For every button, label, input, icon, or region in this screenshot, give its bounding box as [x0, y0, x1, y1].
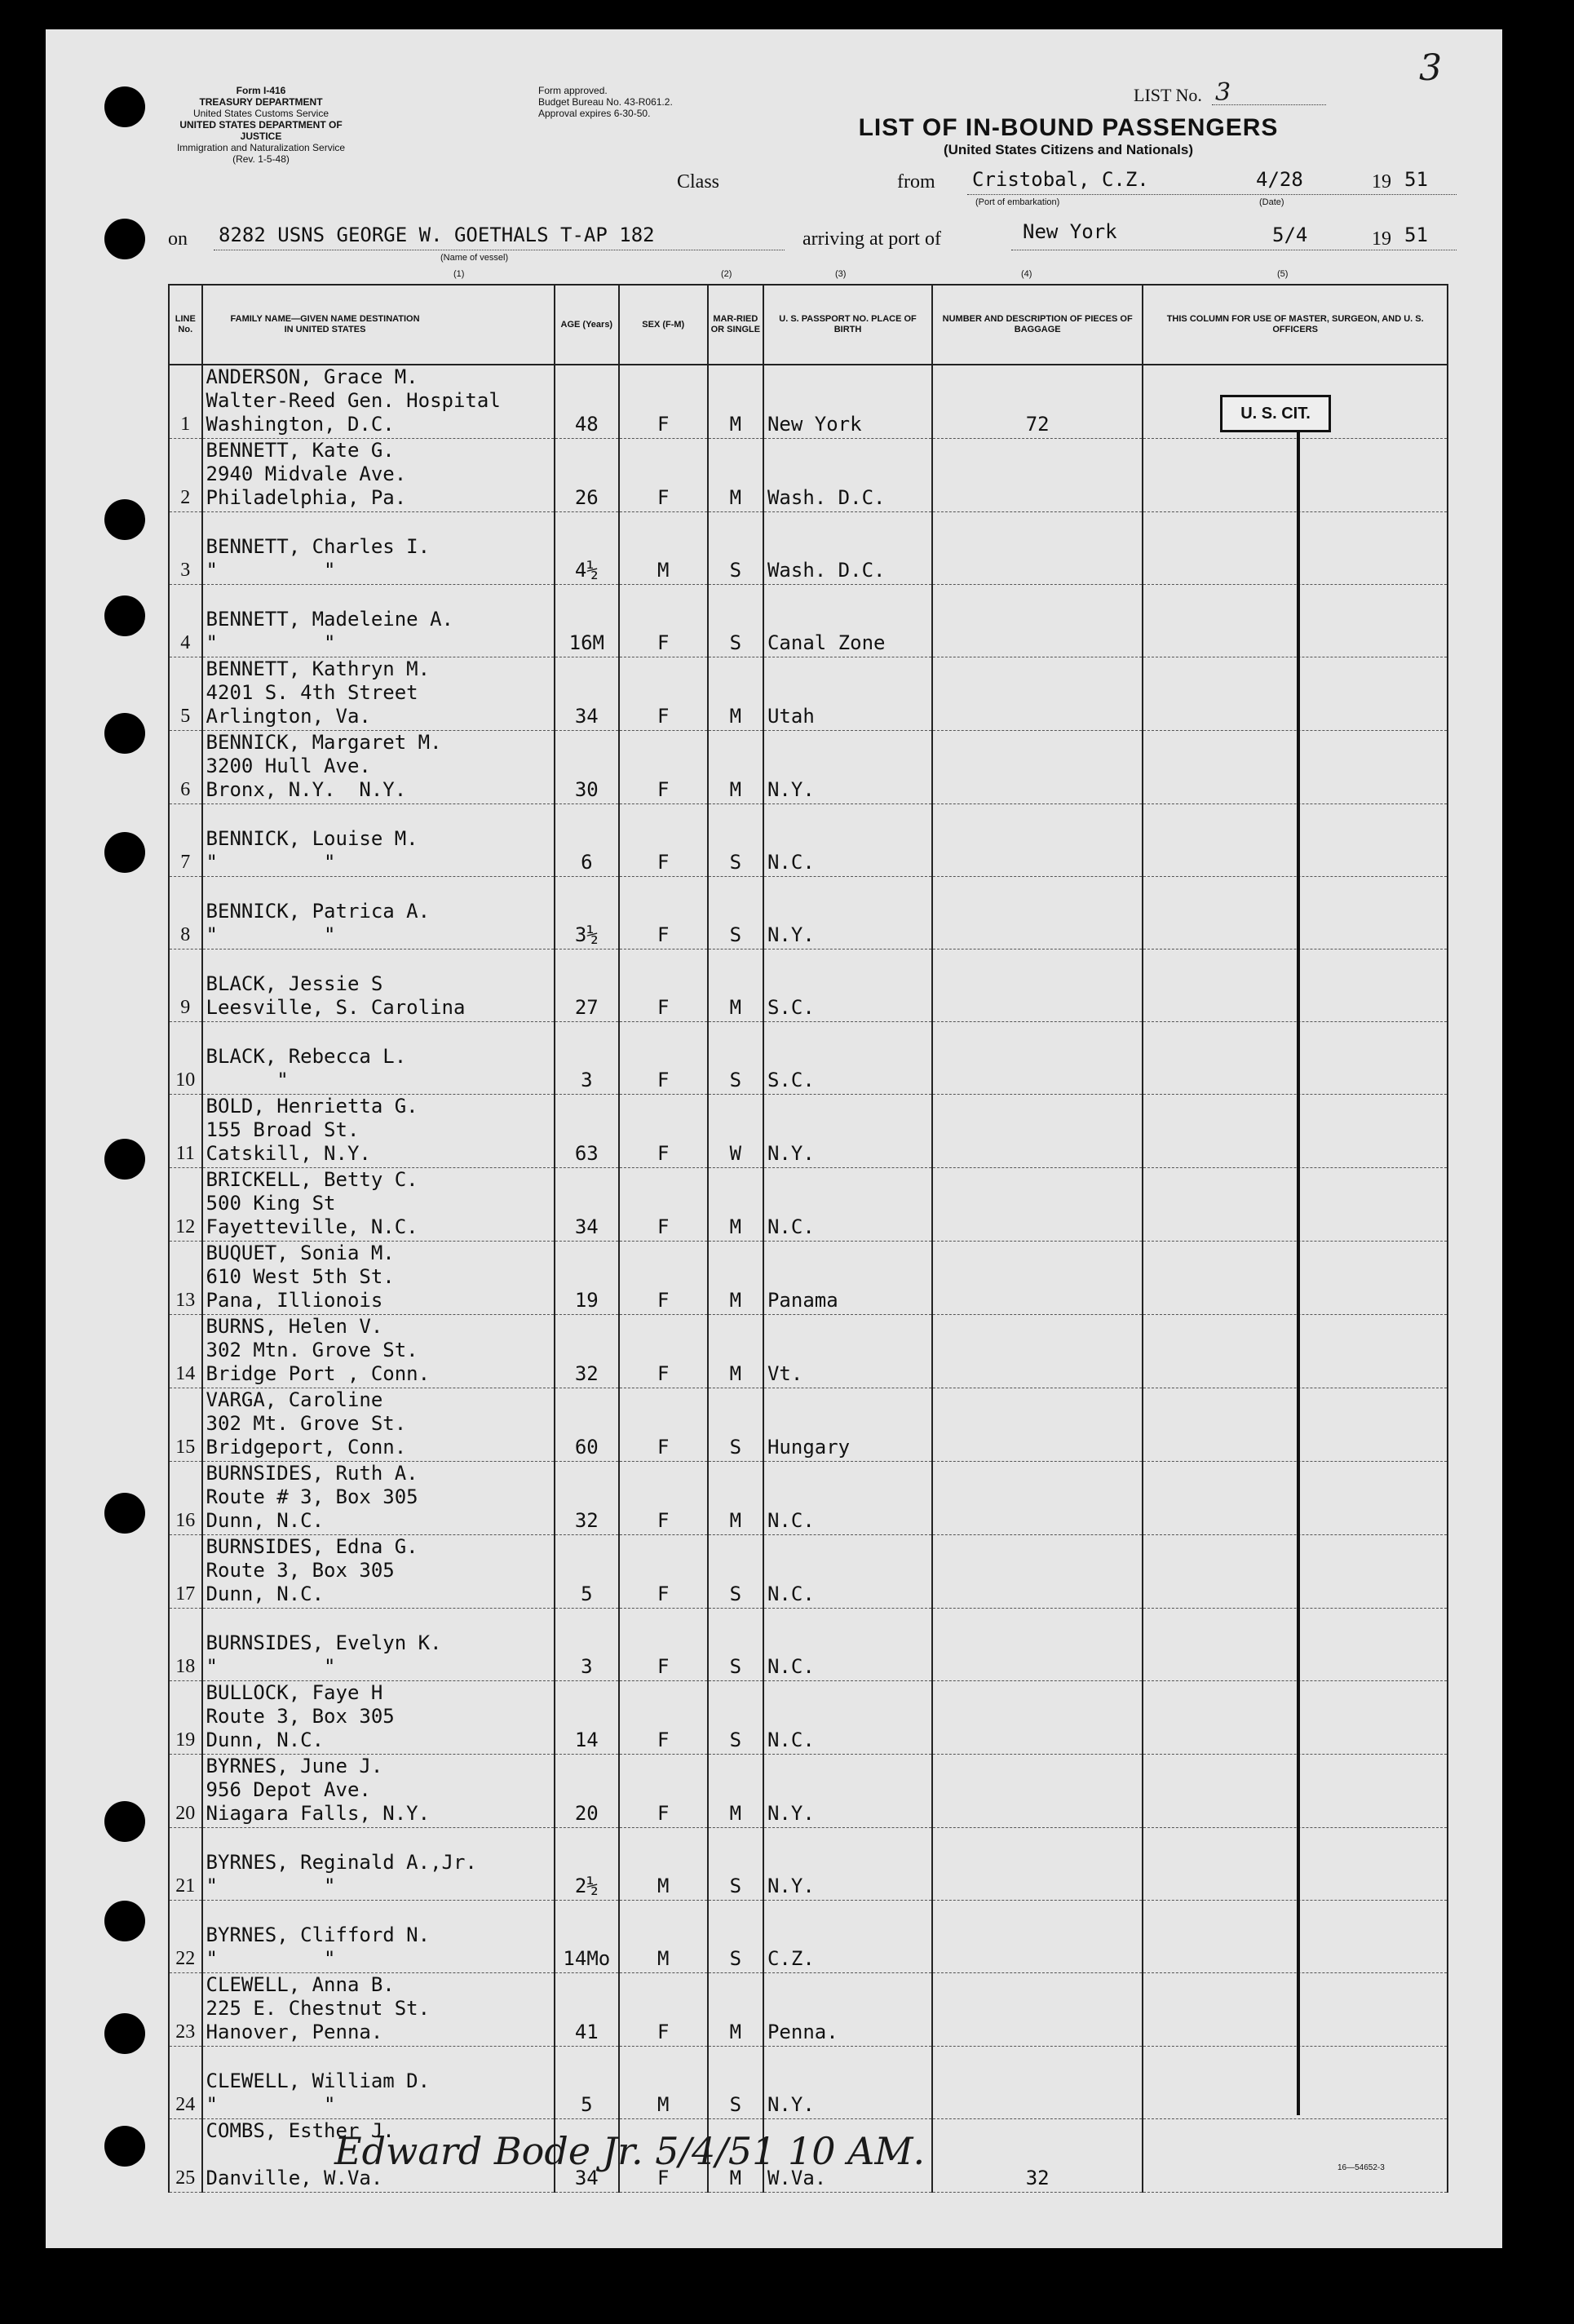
marital-status-cell: M: [708, 2119, 763, 2193]
officer-use-cell: [1143, 1681, 1448, 1755]
birthplace-cell: S.C.: [763, 1022, 932, 1095]
birthplace-cell: N.C.: [763, 1609, 932, 1681]
col-header-age: AGE (Years): [555, 285, 619, 365]
table-row: [169, 1462, 1448, 1535]
baggage-cell: [932, 1755, 1143, 1828]
birthplace-cell: S.C.: [763, 950, 932, 1022]
age-cell: 3: [555, 1022, 619, 1095]
table-row: [169, 512, 1448, 585]
binder-hole: [104, 1139, 145, 1180]
marital-status-cell: S: [708, 2047, 763, 2119]
passenger-name-cell: BULLOCK, Faye H Route 3, Box 305 Dunn, N.C.: [202, 1681, 555, 1755]
passenger-name-cell: BURNSIDES, Ruth A. Route # 3, Box 305 Dunn, N.C.: [202, 1462, 555, 1535]
table-row: [169, 1315, 1448, 1388]
marital-status-cell: S: [708, 1535, 763, 1609]
marital-status-cell: M: [708, 950, 763, 1022]
form-agency-block: [163, 85, 359, 165]
marital-status-cell: M: [708, 1315, 763, 1388]
officer-use-cell: [1143, 1315, 1448, 1388]
sex-cell: F: [619, 1168, 708, 1242]
birthplace-cell: N.C.: [763, 1681, 932, 1755]
table-row: [169, 877, 1448, 950]
birthplace-cell: N.Y.: [763, 877, 932, 950]
embark-year-prefix: 19: [1372, 171, 1391, 193]
table-row: [169, 1242, 1448, 1315]
passenger-name-cell: BURNSIDES, Edna G. Route 3, Box 305 Dunn, N.C.: [202, 1535, 555, 1609]
approval-expiry: Approval expires 6-30-50.: [538, 108, 651, 119]
age-cell: 26: [555, 439, 619, 512]
class-label: Class: [677, 171, 720, 193]
marital-status-cell: S: [708, 877, 763, 950]
passenger-name-cell: BENNICK, Margaret M. 3200 Hull Ave. Bronx, N.Y. N.Y.: [202, 731, 555, 804]
age-cell: 34: [555, 1168, 619, 1242]
col-header-married: MAR-RIED OR SINGLE: [708, 285, 763, 365]
line-number-cell: 22: [169, 1901, 202, 1973]
baggage-cell: [932, 1901, 1143, 1973]
baggage-cell: [932, 657, 1143, 731]
vessel-name: 8282 USNS GEORGE W. GOETHALS T-AP 182: [219, 224, 655, 246]
sex-cell: F: [619, 877, 708, 950]
sex-cell: F: [619, 1462, 708, 1535]
officer-use-cell: [1143, 1755, 1448, 1828]
justice-label: UNITED STATES DEPARTMENT OF JUSTICE: [179, 119, 343, 142]
age-cell: 32: [555, 1462, 619, 1535]
marital-status-cell: M: [708, 365, 763, 439]
age-cell: 30: [555, 731, 619, 804]
sex-cell: F: [619, 804, 708, 877]
passenger-name-cell: CLEWELL, William D. " ": [202, 2047, 555, 2119]
passenger-name-cell: BENNETT, Charles I. " ": [202, 512, 555, 585]
table-row: [169, 657, 1448, 731]
table-row: [169, 1095, 1448, 1168]
table-row: [169, 2047, 1448, 2119]
passenger-name-cell: BLACK, Rebecca L. ": [202, 1022, 555, 1095]
line-number-cell: 11: [169, 1095, 202, 1168]
line-number-cell: 2: [169, 439, 202, 512]
footer-code: 16—54652-3: [1337, 2163, 1385, 2172]
sex-cell: F: [619, 2119, 708, 2193]
arrival-year: 51: [1404, 224, 1428, 246]
age-cell: 19: [555, 1242, 619, 1315]
marital-status-cell: S: [708, 804, 763, 877]
col-num-5: (5): [1277, 269, 1289, 279]
form-number: Form I-416: [236, 85, 286, 96]
sex-cell: F: [619, 657, 708, 731]
line-number-cell: 1: [169, 365, 202, 439]
line-number-cell: 13: [169, 1242, 202, 1315]
passenger-name-cell: VARGA, Caroline 302 Mt. Grove St. Bridgeport, Conn.: [202, 1388, 555, 1462]
baggage-cell: [932, 804, 1143, 877]
binder-hole: [104, 1493, 145, 1534]
marital-status-cell: M: [708, 439, 763, 512]
table-row: [169, 731, 1448, 804]
officer-use-cell: [1143, 585, 1448, 657]
age-cell: 34: [555, 2119, 619, 2193]
table-row: [169, 950, 1448, 1022]
from-underline: [967, 194, 1457, 195]
baggage-cell: [932, 1095, 1143, 1168]
binder-hole: [104, 595, 145, 636]
line-number-cell: 14: [169, 1315, 202, 1388]
passenger-name-cell: BENNICK, Louise M. " ": [202, 804, 555, 877]
sex-cell: F: [619, 439, 708, 512]
line-number-cell: 5: [169, 657, 202, 731]
officer-use-cell: [1143, 1388, 1448, 1462]
line-number-cell: 10: [169, 1022, 202, 1095]
sex-cell: F: [619, 731, 708, 804]
marital-status-cell: M: [708, 1168, 763, 1242]
age-cell: 3½: [555, 877, 619, 950]
birthplace-cell: N.Y.: [763, 731, 932, 804]
marital-status-cell: S: [708, 1388, 763, 1462]
marital-status-cell: S: [708, 1828, 763, 1901]
sex-cell: F: [619, 1242, 708, 1315]
list-no-label: LIST No.: [1134, 85, 1202, 105]
table-row: [169, 585, 1448, 657]
passenger-name-cell: ANDERSON, Grace M. Walter-Reed Gen. Hospital Washington, D.C.: [202, 365, 555, 439]
officer-use-cell: [1143, 1242, 1448, 1315]
arrival-year-prefix: 19: [1372, 228, 1391, 250]
officer-use-cell: [1143, 1828, 1448, 1901]
line-number-cell: 7: [169, 804, 202, 877]
birthplace-cell: N.Y.: [763, 1755, 932, 1828]
birthplace-cell: Utah: [763, 657, 932, 731]
sex-cell: F: [619, 1022, 708, 1095]
baggage-cell: [932, 731, 1143, 804]
binder-hole: [104, 2013, 145, 2054]
arrival-date: 5/4: [1272, 224, 1308, 246]
baggage-cell: [932, 1681, 1143, 1755]
page-number: 3: [1419, 47, 1442, 89]
sex-cell: M: [619, 2047, 708, 2119]
baggage-cell: [932, 1388, 1143, 1462]
officer-use-cell: [1143, 2047, 1448, 2119]
marital-status-cell: S: [708, 1022, 763, 1095]
binder-hole: [104, 713, 145, 754]
line-number-cell: 17: [169, 1535, 202, 1609]
us-citizen-stamp: U. S. CIT.: [1220, 395, 1331, 432]
age-cell: 48: [555, 365, 619, 439]
age-cell: 34: [555, 657, 619, 731]
birthplace-cell: New York: [763, 365, 932, 439]
officer-use-cell: [1143, 1973, 1448, 2047]
passenger-name-cell: BRICKELL, Betty C. 500 King St Fayetteville, N.C.: [202, 1168, 555, 1242]
officer-use-cell: [1143, 877, 1448, 950]
baggage-cell: [932, 1315, 1143, 1388]
birthplace-cell: Penna.: [763, 1973, 932, 2047]
birthplace-cell: Hungary: [763, 1388, 932, 1462]
col-header-sex: SEX (F-M): [619, 285, 708, 365]
passenger-name-cell: BYRNES, June J. 956 Depot Ave. Niagara Falls, N.Y.: [202, 1755, 555, 1828]
table-row: [169, 1168, 1448, 1242]
age-cell: 6: [555, 804, 619, 877]
passenger-name-cell: BENNETT, Madeleine A. " ": [202, 585, 555, 657]
baggage-cell: [932, 1609, 1143, 1681]
marital-status-cell: W: [708, 1095, 763, 1168]
line-number-cell: 21: [169, 1828, 202, 1901]
embarkation-port: Cristobal, C.Z.: [972, 168, 1149, 191]
line-number-cell: 24: [169, 2047, 202, 2119]
sex-cell: F: [619, 585, 708, 657]
birthplace-cell: Vt.: [763, 1315, 932, 1388]
line-number-cell: 18: [169, 1609, 202, 1681]
col-num-4: (4): [1021, 269, 1032, 279]
sex-cell: F: [619, 365, 708, 439]
line-number-cell: 8: [169, 877, 202, 950]
age-cell: 14: [555, 1681, 619, 1755]
age-cell: 20: [555, 1755, 619, 1828]
budget-bureau: Budget Bureau No. 43-R061.2.: [538, 96, 673, 108]
age-cell: 14Mo: [555, 1901, 619, 1973]
line-number-cell: 20: [169, 1755, 202, 1828]
ins-label: Immigration and Naturalization Service: [176, 142, 346, 153]
col-header-line: LINE No.: [169, 285, 202, 365]
table-row: [169, 1973, 1448, 2047]
sex-cell: F: [619, 1535, 708, 1609]
marital-status-cell: S: [708, 1681, 763, 1755]
marital-status-cell: M: [708, 731, 763, 804]
form-approval-block: [538, 85, 734, 119]
line-number-cell: 12: [169, 1168, 202, 1242]
embarkation-date: 4/28: [1256, 168, 1303, 191]
marital-status-cell: M: [708, 1242, 763, 1315]
passenger-name-cell: BURNS, Helen V. 302 Mtn. Grove St. Bridge Port , Conn.: [202, 1315, 555, 1388]
passenger-name-cell: BENNETT, Kate G. 2940 Midvale Ave. Philadelphia, Pa.: [202, 439, 555, 512]
sex-cell: M: [619, 1828, 708, 1901]
passenger-name-cell: BOLD, Henrietta G. 155 Broad St. Catskill, N.Y.: [202, 1095, 555, 1168]
marital-status-cell: S: [708, 512, 763, 585]
birthplace-cell: Wash. D.C.: [763, 512, 932, 585]
col-header-place: U. S. PASSPORT NO. PLACE OF BIRTH: [763, 285, 932, 365]
baggage-cell: [932, 439, 1143, 512]
baggage-cell: [932, 585, 1143, 657]
passenger-name-cell: COMBS, Esther J. Danville, W.Va.: [202, 2119, 555, 2193]
revision-label: (Rev. 1-5-48): [232, 153, 290, 165]
binder-hole: [104, 1801, 145, 1842]
officer-use-cell: [1143, 1462, 1448, 1535]
binder-hole: [104, 832, 145, 873]
officer-use-cell: [1143, 2119, 1448, 2193]
page-title: LIST OF IN-BOUND PASSENGERS: [858, 114, 1279, 141]
sex-cell: F: [619, 950, 708, 1022]
baggage-cell: [932, 1462, 1143, 1535]
birthplace-cell: C.Z.: [763, 1901, 932, 1973]
baggage-cell: [932, 1535, 1143, 1609]
marital-status-cell: S: [708, 1901, 763, 1973]
officer-use-cell: [1143, 1095, 1448, 1168]
binder-hole: [104, 86, 145, 127]
officer-use-cell: [1143, 1168, 1448, 1242]
passenger-name-cell: CLEWELL, Anna B. 225 E. Chestnut St. Hanover, Penna.: [202, 1973, 555, 2047]
officer-use-cell: [1143, 1535, 1448, 1609]
passenger-name-cell: BUQUET, Sonia M. 610 West 5th St. Pana, Illionois: [202, 1242, 555, 1315]
arriving-label: arriving at port of: [802, 228, 941, 250]
birthplace-cell: N.Y.: [763, 1095, 932, 1168]
line-number-cell: 23: [169, 1973, 202, 2047]
binder-hole: [104, 219, 145, 259]
date-caption: (Date): [1259, 197, 1284, 207]
officer-use-cell: [1143, 512, 1448, 585]
officer-use-cell: [1143, 1901, 1448, 1973]
age-cell: 32: [555, 1315, 619, 1388]
officer-use-cell: [1143, 804, 1448, 877]
list-no-underline: [1212, 104, 1326, 105]
passenger-name-cell: BURNSIDES, Evelyn K. " ": [202, 1609, 555, 1681]
baggage-cell: 72: [932, 365, 1143, 439]
age-cell: 63: [555, 1095, 619, 1168]
table-header-row: [169, 285, 1448, 365]
binder-hole: [104, 1901, 145, 1941]
line-number-cell: 4: [169, 585, 202, 657]
col-header-name: [202, 285, 555, 365]
baggage-cell: [932, 1022, 1143, 1095]
embark-year: 51: [1404, 168, 1428, 191]
on-label: on: [168, 228, 188, 250]
birthplace-cell: N.C.: [763, 1168, 932, 1242]
form-approved: Form approved.: [538, 85, 608, 96]
baggage-cell: [932, 2047, 1143, 2119]
sex-cell: M: [619, 1901, 708, 1973]
age-cell: 60: [555, 1388, 619, 1462]
col-header-baggage: NUMBER AND DESCRIPTION OF PIECES OF BAGGAGE: [932, 285, 1143, 365]
table-row: [169, 804, 1448, 877]
col-num-2: (2): [721, 269, 732, 279]
marital-status-cell: M: [708, 1462, 763, 1535]
sex-cell: F: [619, 1973, 708, 2047]
baggage-cell: [932, 877, 1143, 950]
age-cell: 5: [555, 2047, 619, 2119]
sex-cell: M: [619, 512, 708, 585]
baggage-cell: [932, 512, 1143, 585]
table-row: [169, 1755, 1448, 1828]
age-cell: 5: [555, 1535, 619, 1609]
baggage-cell: [932, 950, 1143, 1022]
line-number-cell: 15: [169, 1388, 202, 1462]
table-row: [169, 1609, 1448, 1681]
line-number-cell: 9: [169, 950, 202, 1022]
list-no-value: 3: [1215, 78, 1231, 107]
officer-use-cell: [1143, 657, 1448, 731]
passenger-table: [168, 284, 1448, 2193]
passenger-name-cell: BYRNES, Clifford N. " ": [202, 1901, 555, 1973]
birthplace-cell: W.Va.: [763, 2119, 932, 2193]
birthplace-cell: Wash. D.C.: [763, 439, 932, 512]
binder-hole: [104, 499, 145, 540]
vessel-caption: (Name of vessel): [440, 253, 509, 263]
line-number-cell: 25: [169, 2119, 202, 2193]
age-cell: 16M: [555, 585, 619, 657]
passenger-name-cell: BYRNES, Reginald A.,Jr. " ": [202, 1828, 555, 1901]
line-number-cell: 16: [169, 1462, 202, 1535]
age-cell: 2½: [555, 1828, 619, 1901]
officer-signature: Edward Bode Jr. 5/4/51 10 AM.: [334, 2129, 926, 2173]
table-row: [169, 439, 1448, 512]
line-number-cell: 19: [169, 1681, 202, 1755]
marital-status-cell: S: [708, 1609, 763, 1681]
officer-use-cell: [1143, 731, 1448, 804]
officer-use-cell: [1143, 1022, 1448, 1095]
sex-cell: F: [619, 1755, 708, 1828]
table-row: [169, 1022, 1448, 1095]
officer-use-cell: [1143, 1609, 1448, 1681]
officer-use-cell: [1143, 950, 1448, 1022]
treasury-label: TREASURY DEPARTMENT: [199, 96, 323, 108]
passenger-name-cell: BLACK, Jessie S Leesville, S. Carolina: [202, 950, 555, 1022]
baggage-cell: [932, 1242, 1143, 1315]
birthplace-cell: N.C.: [763, 804, 932, 877]
col-num-1: (1): [453, 269, 465, 279]
birthplace-cell: Canal Zone: [763, 585, 932, 657]
sex-cell: F: [619, 1388, 708, 1462]
binder-hole: [104, 2126, 145, 2167]
marital-status-cell: S: [708, 585, 763, 657]
birthplace-cell: N.C.: [763, 1462, 932, 1535]
sex-cell: F: [619, 1315, 708, 1388]
birthplace-cell: N.C.: [763, 1535, 932, 1609]
table-row: [169, 1901, 1448, 1973]
age-cell: 4½: [555, 512, 619, 585]
customs-label: United States Customs Service: [192, 108, 329, 119]
age-cell: 27: [555, 950, 619, 1022]
title-block: [832, 114, 1305, 158]
officer-use-cell: [1143, 439, 1448, 512]
table-row: [169, 1535, 1448, 1609]
baggage-cell: 32: [932, 2119, 1143, 2193]
officer-check-line: [1297, 431, 1300, 2115]
marital-status-cell: M: [708, 657, 763, 731]
passenger-name-cell: BENNETT, Kathryn M. 4201 S. 4th Street Arlington, Va.: [202, 657, 555, 731]
passenger-name-cell: BENNICK, Patrica A. " ": [202, 877, 555, 950]
arrival-port: New York: [1023, 220, 1117, 243]
line-number-cell: 3: [169, 512, 202, 585]
table-row: [169, 1388, 1448, 1462]
age-cell: 3: [555, 1609, 619, 1681]
page-subtitle: (United States Citizens and Nationals): [943, 142, 1194, 157]
col-header-name-text: FAMILY NAME—GIVEN NAME DESTINATION IN UNITED STATES: [230, 314, 420, 334]
port-embarkation-caption: (Port of embarkation): [975, 197, 1060, 207]
baggage-cell: [932, 1828, 1143, 1901]
sex-cell: F: [619, 1609, 708, 1681]
birthplace-cell: N.Y.: [763, 2047, 932, 2119]
table-row: [169, 1681, 1448, 1755]
birthplace-cell: N.Y.: [763, 1828, 932, 1901]
baggage-cell: [932, 1168, 1143, 1242]
table-row: [169, 1828, 1448, 1901]
line-number-cell: 6: [169, 731, 202, 804]
from-label: from: [897, 171, 935, 193]
col-num-3: (3): [835, 269, 847, 279]
marital-status-cell: M: [708, 1973, 763, 2047]
birthplace-cell: Panama: [763, 1242, 932, 1315]
age-cell: 41: [555, 1973, 619, 2047]
sex-cell: F: [619, 1681, 708, 1755]
col-header-officers: THIS COLUMN FOR USE OF MASTER, SURGEON, AND U. S. OFFICERS: [1143, 285, 1448, 365]
marital-status-cell: M: [708, 1755, 763, 1828]
baggage-cell: [932, 1973, 1143, 2047]
sex-cell: F: [619, 1095, 708, 1168]
